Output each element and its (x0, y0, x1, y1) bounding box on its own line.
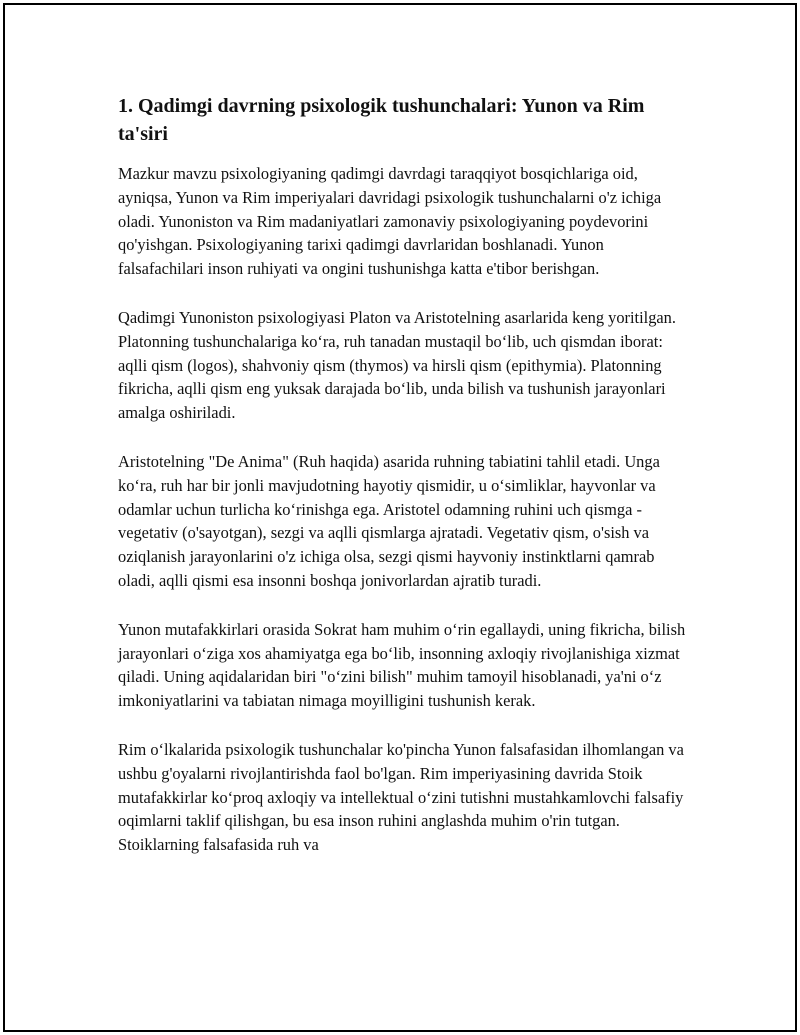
paragraph-rim: Rim o‘lkalarida psixologik tushunchalar ko'pincha Yunon falsafasidan ilhomlangan va ushbu g'oyalarni rivojlantirishda faol bo'lgan. Rim imperiyasining davrida Stoik mutafakkirlar ko‘proq axloqiy va intellektual o‘zini tutishni mustahkamlovchi falsafiy oqimlarni taklif qilishgan, bu esa inson ruhini anglashda muhim o'rin tutgan. Stoiklarning falsafasida ruh va (118, 739, 684, 855)
section-heading: 1. Qadimgi davrning psixologik tushunchalari: Yunon va Rim ta'siri (118, 95, 645, 145)
document-body (118, 92, 688, 857)
paragraph-aristotel: Aristotelning "De Anima" (Ruh haqida) asarida ruhning tabiatini tahlil etadi. Unga ko‘ra, ruh har bir jonli mavjudotning hayotiy qismidir, u o‘simliklar, hayvonlar va odamlar uchun turlicha ko‘rinishga ega. Aristotel odamning ruhini uch qismga - vegetativ (o'sayotgan), sezgi va aqlli qismlarga ajratadi. Vegetativ qism, o'sish va oziqlanish jarayonlarini o'z ichiga olsa, sezgi qismi hayvoniy instinktlarni qamrab oladi, aqlli qismi esa insonni boshqa jonivorlardan ajratib turadi. (118, 451, 660, 590)
paragraph-intro: Mazkur mavzu psixologiyaning qadimgi davrdagi taraqqiyot bosqichlariga oid, ayniqsa, Yunon va Rim imperiyalari davridagi psixologik tushunchalarni o'z ichiga oladi. Yunoniston va Rim madaniyatlari zamonaviy psixologiyaning poydevorini qo'yishgan. Psixologiyaning tarixi qadimgi davrlaridan boshlanadi. Yunon falsafachilari inson ruhiyati va ongini tushunishga katta e'tibor berishgan. (118, 164, 662, 279)
paragraph-sokrat: Yunon mutafakkirlari orasida Sokrat ham muhim o‘rin egallaydi, uning fikricha, bilish jarayonlari o‘ziga xos ahamiyatga ega bo‘lib, insonning axloqiy rivojlanishiga xizmat qiladi. Uning aqidalaridan biri "o‘zini bilish" muhim tamoyil hisoblanadi, ya'ni o‘z imkoniyatlarini va tabiatan nimaga moyilligini tushunish kerak. (118, 619, 686, 711)
paragraph-platon: Qadimgi Yunoniston psixologiyasi Platon va Aristotelning asarlarida keng yoritilgan. Platonning tushunchalariga ko‘ra, ruh tanadan mustaqil bo‘lib, uch qismdan iborat: aqlli qism (logos), shahvoniy qism (thymos) va hirsli qism (epithymia). Platonning fikricha, aqlli qism eng yuksak darajada bo‘lib, unda bilish va tushunish jarayonlari amalga oshiriladi. (118, 307, 676, 423)
